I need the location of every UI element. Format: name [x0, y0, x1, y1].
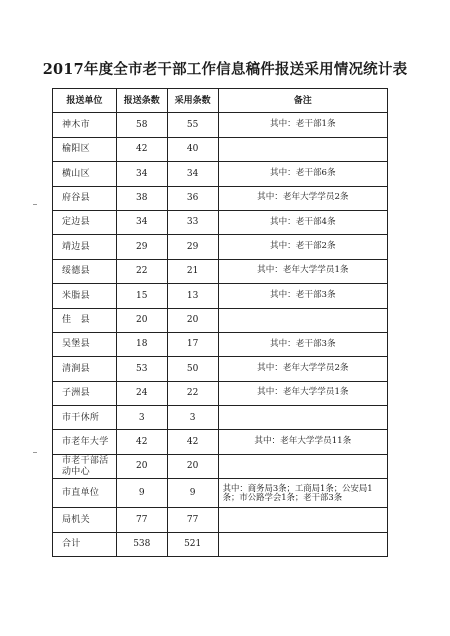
cell-sent: 538	[116, 532, 167, 556]
cell-note: 其中：老干部3条	[218, 284, 387, 308]
table-row	[53, 284, 388, 308]
cell-sent: 3	[116, 406, 167, 430]
cell-used: 20	[167, 454, 218, 478]
cell-unit: 局机关	[53, 508, 117, 532]
cell-unit: 市直单位	[53, 479, 117, 508]
cell-used: 13	[167, 284, 218, 308]
table-row	[53, 259, 388, 283]
table-row	[53, 235, 388, 259]
cell-note: 其中：老年大学学员1条	[218, 381, 387, 405]
cell-sent: 18	[116, 332, 167, 356]
cell-unit: 清涧县	[53, 357, 117, 381]
cell-sent: 58	[116, 113, 167, 137]
cell-unit: 市老年大学	[53, 430, 117, 454]
table-row	[53, 186, 388, 210]
cell-sent: 24	[116, 381, 167, 405]
cell-sent: 15	[116, 284, 167, 308]
table-row	[53, 381, 388, 405]
cell-unit: 定边县	[53, 210, 117, 234]
header-used: 采用条数	[167, 89, 218, 113]
cell-used: 33	[167, 210, 218, 234]
table-row	[53, 406, 388, 430]
cell-sent: 20	[116, 454, 167, 478]
cell-note	[218, 137, 387, 161]
cell-note	[218, 308, 387, 332]
cell-used: 20	[167, 308, 218, 332]
cell-note: 其中：老干部3条	[218, 332, 387, 356]
table-row	[53, 454, 388, 478]
cell-used: 17	[167, 332, 218, 356]
cell-sent: 77	[116, 508, 167, 532]
table-row	[53, 210, 388, 234]
cell-note	[218, 508, 387, 532]
cell-note	[218, 532, 387, 556]
header-note: 备注	[218, 89, 387, 113]
cell-unit: 子洲县	[53, 381, 117, 405]
cell-note: 其中：老干部1条	[218, 113, 387, 137]
cell-unit: 市干休所	[53, 406, 117, 430]
cell-note: 其中：老干部4条	[218, 210, 387, 234]
cell-sent: 34	[116, 162, 167, 186]
cell-used: 36	[167, 186, 218, 210]
cell-note: 其中：老干部6条	[218, 162, 387, 186]
page-title: 2017年度全市老干部工作信息稿件报送采用情况统计表	[42, 61, 408, 78]
cell-used: 9	[167, 479, 218, 508]
cell-unit: 市老干部活动中心	[53, 454, 117, 478]
scan-mark	[33, 452, 37, 453]
cell-used: 21	[167, 259, 218, 283]
cell-note: 其中：老干部2条	[218, 235, 387, 259]
table-row	[53, 137, 388, 161]
cell-unit: 靖边县	[53, 235, 117, 259]
cell-sent: 29	[116, 235, 167, 259]
cell-unit: 府谷县	[53, 186, 117, 210]
stats-table	[52, 88, 388, 557]
cell-used: 521	[167, 532, 218, 556]
header-unit: 报送单位	[53, 89, 117, 113]
cell-used: 77	[167, 508, 218, 532]
cell-note: 其中：老年大学学员11条	[218, 430, 387, 454]
cell-unit: 绥德县	[53, 259, 117, 283]
table-row	[53, 357, 388, 381]
cell-sent: 42	[116, 137, 167, 161]
cell-sent: 34	[116, 210, 167, 234]
table-row	[53, 508, 388, 532]
table-header-row	[53, 89, 388, 113]
cell-note	[218, 406, 387, 430]
table-body	[53, 113, 388, 557]
cell-unit: 神木市	[53, 113, 117, 137]
cell-sent: 42	[116, 430, 167, 454]
scan-mark	[33, 204, 37, 205]
header-sent: 报送条数	[116, 89, 167, 113]
cell-unit: 榆阳区	[53, 137, 117, 161]
table-row	[53, 113, 388, 137]
table-row	[53, 162, 388, 186]
table-row	[53, 532, 388, 556]
cell-used: 22	[167, 381, 218, 405]
cell-note: 其中：老年大学学员1条	[218, 259, 387, 283]
table-row	[53, 430, 388, 454]
cell-sent: 53	[116, 357, 167, 381]
table-row	[53, 332, 388, 356]
table-row	[53, 308, 388, 332]
cell-sent: 22	[116, 259, 167, 283]
cell-note: 其中：老年大学学员2条	[218, 186, 387, 210]
cell-used: 34	[167, 162, 218, 186]
cell-used: 42	[167, 430, 218, 454]
cell-unit: 佳 县	[53, 308, 117, 332]
cell-used: 40	[167, 137, 218, 161]
cell-note: 其中：商务局3条；工商局1条；公安局1条；市公路学会1条；老干部3条	[218, 479, 387, 508]
table-row	[53, 479, 388, 508]
cell-used: 3	[167, 406, 218, 430]
cell-sent: 20	[116, 308, 167, 332]
cell-unit: 合计	[53, 532, 117, 556]
cell-unit: 米脂县	[53, 284, 117, 308]
cell-unit: 横山区	[53, 162, 117, 186]
cell-unit: 吴堡县	[53, 332, 117, 356]
cell-note: 其中：老年大学学员2条	[218, 357, 387, 381]
cell-sent: 9	[116, 479, 167, 508]
cell-used: 29	[167, 235, 218, 259]
cell-used: 50	[167, 357, 218, 381]
cell-sent: 38	[116, 186, 167, 210]
cell-used: 55	[167, 113, 218, 137]
cell-note	[218, 454, 387, 478]
